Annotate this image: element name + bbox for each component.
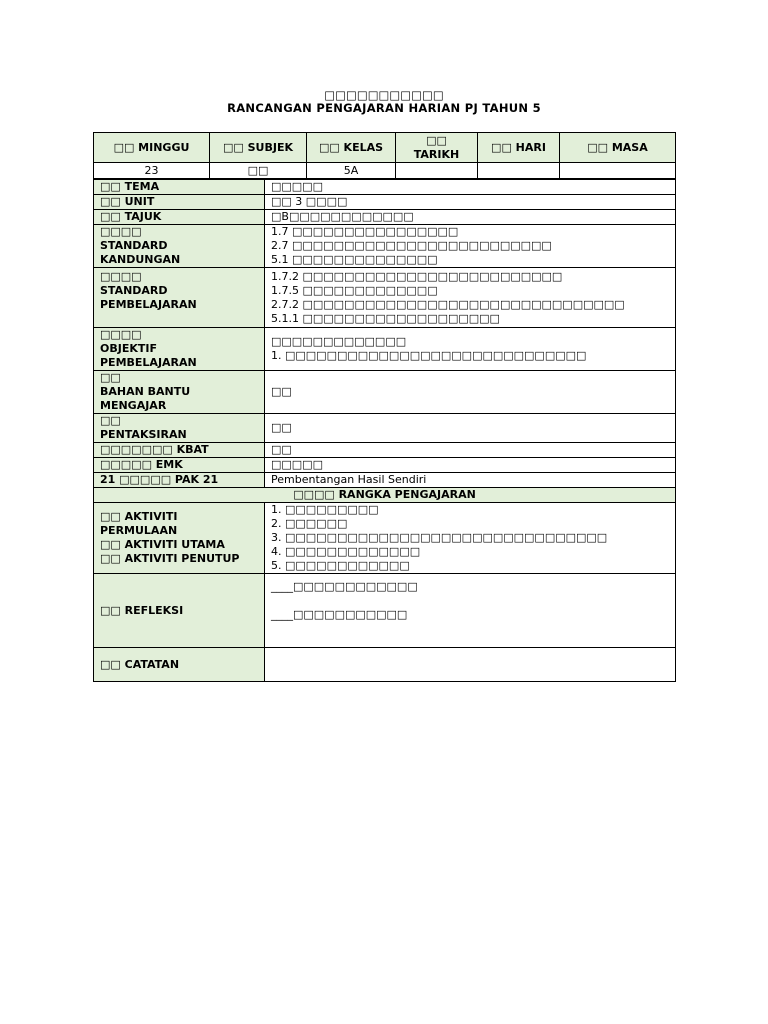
info-table [93, 132, 676, 179]
value-kbat: □□ [265, 443, 676, 458]
header-kelas: □□ KELAS [307, 133, 396, 163]
label-line: STANDARD [100, 284, 168, 297]
label-standard-kandungan [94, 225, 265, 268]
label-emk: □□□□□ EMK [94, 458, 265, 473]
value-emk: □□□□□ [265, 458, 676, 473]
label-tema: □□ TEMA [94, 180, 265, 195]
refleksi-line: ____□□□□□□□□□□□□ [271, 580, 418, 593]
sp-item: 2.7.2 □□□□□□□□□□□□□□□□□□□□□□□□□□□□□□□ [271, 297, 625, 311]
label-line: BAHAN BANTU [100, 385, 191, 398]
sp-item: 1.7.2 □□□□□□□□□□□□□□□□□□□□□□□□□ [271, 269, 563, 283]
value-refleksi [265, 574, 676, 648]
label-pentaksiran [94, 414, 265, 443]
value-aktiviti [265, 503, 676, 574]
step-item: 5. □□□□□□□□□□□□ [271, 559, 410, 572]
label-kbat: □□□□□□□ KBAT [94, 443, 265, 458]
value-tajuk: □B□□□□□□□□□□□□ [265, 210, 676, 225]
value-hari [478, 163, 560, 179]
label-line: STANDARD [100, 239, 168, 252]
step-item: 1. □□□□□□□□□ [271, 503, 379, 516]
label-objektif [94, 328, 265, 371]
value-standard-kandungan [265, 225, 676, 268]
objektif-item: 1. □□□□□□□□□□□□□□□□□□□□□□□□□□□□□ [271, 349, 587, 362]
label-line: □□□□ [100, 225, 142, 238]
label-line: □□ [100, 414, 121, 427]
document-title: RANCANGAN PENGAJARAN HARIAN PJ TAHUN 5 [227, 101, 541, 115]
value-catatan [265, 648, 676, 682]
label-line: □□□□ [100, 328, 142, 341]
objektif-item: □□□□□□□□□□□□□ [271, 335, 407, 348]
label-bahan-bantu [94, 371, 265, 414]
header-line-1: □□□□□□□□□□□ [324, 88, 444, 102]
value-bahan-bantu: □□ [265, 371, 676, 414]
label-catatan: □□ CATATAN [94, 648, 265, 682]
refleksi-line: ____□□□□□□□□□□□ [271, 608, 408, 621]
label-tajuk: □□ TAJUK [94, 210, 265, 225]
label-line: PERMULAAN [100, 524, 178, 537]
step-item: 2. □□□□□□ [271, 517, 348, 530]
value-pentaksiran: □□ [265, 414, 676, 443]
label-line: □□ AKTIVITI PENUTUP [100, 552, 240, 565]
label-line: □□ [100, 371, 121, 384]
label-line: □□ AKTIVITI [100, 510, 178, 523]
header-minggu: □□ MINGGU [94, 133, 210, 163]
label-line: PENTAKSIRAN [100, 428, 187, 441]
value-unit: □□ 3 □□□□ [265, 195, 676, 210]
sp-item: 1.7.5 □□□□□□□□□□□□□ [271, 283, 438, 297]
value-subjek: □□ [210, 163, 307, 179]
value-objektif [265, 328, 676, 371]
value-standard-pembelajaran [265, 268, 676, 328]
label-line: □□□□ [100, 270, 142, 283]
label-line: □□ AKTIVITI UTAMA [100, 538, 225, 551]
value-minggu: 23 [94, 163, 210, 179]
label-line: MENGAJAR [100, 399, 167, 412]
step-item: 3. □□□□□□□□□□□□□□□□□□□□□□□□□□□□□□□ [271, 531, 608, 544]
step-item: 4. □□□□□□□□□□□□□ [271, 545, 421, 558]
sk-item: 1.7 □□□□□□□□□□□□□□□□ [271, 225, 459, 238]
label-pak21: 21 □□□□□ PAK 21 [94, 473, 265, 488]
label-refleksi: □□ REFLEKSI [94, 574, 265, 648]
label-aktiviti [94, 503, 265, 574]
sk-item: 5.1 □□□□□□□□□□□□□□ [271, 253, 438, 266]
label-line: KANDUNGAN [100, 253, 181, 266]
sp-item: 5.1.1 □□□□□□□□□□□□□□□□□□□ [271, 311, 500, 325]
value-tarikh [396, 163, 478, 179]
header-tarikh: □□ TARIKH [396, 133, 478, 163]
label-line: PEMBELAJARAN [100, 356, 197, 369]
header-masa: □□ MASA [560, 133, 676, 163]
value-pak21: Pembentangan Hasil Sendiri [265, 473, 676, 488]
value-masa [560, 163, 676, 179]
value-kelas: 5A [307, 163, 396, 179]
sk-item: 2.7 □□□□□□□□□□□□□□□□□□□□□□□□□ [271, 239, 552, 252]
lesson-plan-table [93, 179, 676, 682]
header-hari: □□ HARI [478, 133, 560, 163]
rangka-heading: □□□□ RANGKA PENGAJARAN [94, 488, 676, 503]
value-tema: □□□□□ [265, 180, 676, 195]
label-unit: □□ UNIT [94, 195, 265, 210]
label-line: PEMBELAJARAN [100, 298, 197, 311]
label-line: OBJEKTIF [100, 342, 157, 355]
header-subjek: □□ SUBJEK [210, 133, 307, 163]
label-standard-pembelajaran [94, 268, 265, 328]
